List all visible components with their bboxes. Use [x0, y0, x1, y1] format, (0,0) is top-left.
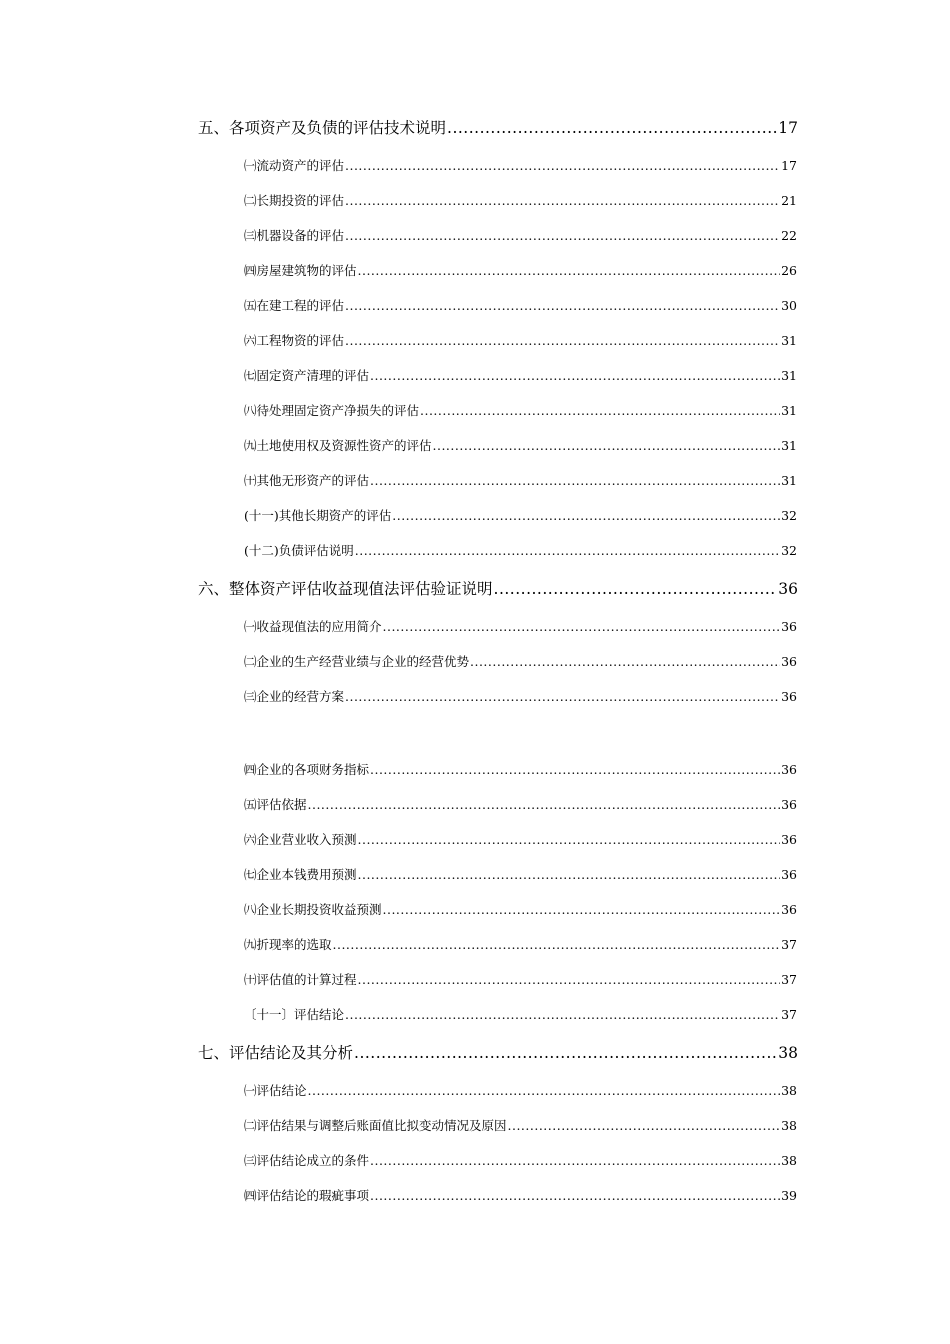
toc-entry[interactable]	[244, 830, 797, 848]
toc-entry[interactable]	[244, 506, 797, 524]
toc-entry-label: ㈡评估结果与调整后账面值比拟变动情况及原因	[244, 1118, 507, 1133]
toc-entry-label: ㈢企业的经营方案	[244, 689, 345, 704]
dot-leader	[358, 972, 781, 987]
dot-leader	[345, 1007, 780, 1022]
dot-leader	[370, 473, 780, 488]
toc-entry-label: ㈠评估结论	[244, 1083, 307, 1098]
toc-entry[interactable]	[244, 760, 797, 778]
toc-entry-page: 31	[781, 438, 797, 453]
toc-entry[interactable]	[244, 226, 797, 244]
dot-leader	[345, 298, 780, 313]
toc-section-5[interactable]	[198, 116, 798, 138]
toc-entry-page: 36	[781, 902, 797, 917]
toc-entry-page: 38	[781, 1118, 797, 1133]
toc-entry-label: ㈣评估结论的瑕疵事项	[244, 1188, 370, 1203]
toc-entry-page: 21	[781, 193, 797, 208]
toc-entry[interactable]	[244, 1186, 797, 1204]
dot-leader	[345, 158, 780, 173]
toc-entry-label: ㈤在建工程的评估	[244, 298, 345, 313]
toc-entry-label: ㈣房屋建筑物的评估	[244, 263, 357, 278]
dot-leader	[383, 619, 781, 634]
dot-leader	[333, 937, 781, 952]
toc-entry-label: 〔十一〕评估结论	[244, 1007, 345, 1022]
toc-entry-page: 37	[781, 972, 797, 987]
toc-entry-page: 31	[781, 333, 797, 348]
toc-entry-label: ㈡长期投资的评估	[244, 193, 345, 208]
toc-entry-page: 38	[781, 1083, 797, 1098]
toc-entry-page: 17	[781, 158, 797, 173]
toc-entry-label: ㈢评估结论成立的条件	[244, 1153, 370, 1168]
toc-entry[interactable]	[244, 1005, 797, 1023]
toc-entry-page: 17	[778, 119, 798, 137]
toc-entry[interactable]	[244, 296, 797, 314]
toc-entry[interactable]	[244, 1151, 797, 1169]
toc-entry-label: ㈧企业长期投资收益预测	[244, 902, 382, 917]
toc-entry-label: ㈤评估依据	[244, 797, 307, 812]
toc-entry[interactable]	[244, 617, 797, 635]
dot-leader	[392, 508, 780, 523]
toc-entry-page: 38	[778, 1044, 798, 1062]
toc-entry-page: 36	[781, 832, 797, 847]
dot-leader	[345, 333, 780, 348]
toc-entry[interactable]	[244, 935, 797, 953]
toc-entry-page: 32	[781, 543, 797, 558]
toc-entry-page: 37	[781, 1007, 797, 1022]
toc-section-7[interactable]	[198, 1041, 798, 1063]
toc-entry-page: 31	[781, 368, 797, 383]
toc-section-6[interactable]	[198, 577, 798, 599]
toc-entry[interactable]	[244, 471, 797, 489]
toc-entry[interactable]	[244, 1081, 797, 1099]
toc-entry-label: ㈩评估值的计算过程	[244, 972, 357, 987]
toc-entry-page: 22	[781, 228, 797, 243]
dot-leader	[354, 1044, 777, 1062]
toc-entry-page: 30	[781, 298, 797, 313]
toc-entry[interactable]	[244, 261, 797, 279]
toc-entry-label: (十一)其他长期资产的评估	[244, 508, 392, 523]
toc-entry-label: ㈡企业的生产经营业绩与企业的经营优势	[244, 654, 470, 669]
dot-leader	[370, 762, 780, 777]
toc-entry[interactable]	[244, 191, 797, 209]
dot-leader	[420, 403, 780, 418]
toc-entry[interactable]	[244, 970, 797, 988]
toc-entry-label: 六、整体资产评估收益现值法评估验证说明	[198, 580, 493, 598]
toc-entry[interactable]	[244, 652, 797, 670]
toc-entry-page: 36	[781, 797, 797, 812]
toc-entry-label: ㈩其他无形资产的评估	[244, 473, 370, 488]
toc-entry[interactable]	[244, 436, 797, 454]
toc-entry[interactable]	[244, 331, 797, 349]
toc-entry-page: 31	[781, 473, 797, 488]
toc-entry-page: 36	[781, 689, 797, 704]
dot-leader	[308, 1083, 781, 1098]
dot-leader	[345, 193, 780, 208]
toc-entry-label: ㈥工程物资的评估	[244, 333, 345, 348]
toc-entry-page: 36	[778, 580, 798, 598]
toc-entry[interactable]	[244, 795, 797, 813]
toc-entry-label: ㈢机器设备的评估	[244, 228, 345, 243]
toc-entry-label: ㈦企业本钱费用预测	[244, 867, 357, 882]
dot-leader	[447, 119, 777, 137]
toc-entry-page: 36	[781, 867, 797, 882]
dot-leader	[355, 543, 780, 558]
dot-leader	[345, 689, 780, 704]
toc-entry-page: 39	[781, 1188, 797, 1203]
dot-leader	[370, 1188, 780, 1203]
toc-entry-label: 五、各项资产及负债的评估技术说明	[198, 119, 447, 137]
toc-entry-page: 36	[781, 654, 797, 669]
toc-entry-label: ㈠流动资产的评估	[244, 158, 345, 173]
dot-leader	[345, 228, 780, 243]
dot-leader	[370, 368, 780, 383]
dot-leader	[470, 654, 780, 669]
toc-entry-page: 32	[781, 508, 797, 523]
toc-entry-page: 38	[781, 1153, 797, 1168]
toc-entry[interactable]	[244, 156, 797, 174]
dot-leader	[370, 1153, 780, 1168]
toc-entry-label: ㈧待处理固定资产净损失的评估	[244, 403, 420, 418]
toc-entry-label: ㈣企业的各项财务指标	[244, 762, 370, 777]
toc-entry[interactable]	[244, 541, 797, 559]
toc-entry-label: ㈠收益现值法的应用简介	[244, 619, 382, 634]
toc-entry-label: 七、评估结论及其分析	[198, 1044, 354, 1062]
toc-entry[interactable]	[244, 687, 797, 705]
toc-entry-page: 26	[781, 263, 797, 278]
toc-entry-page: 36	[781, 762, 797, 777]
toc-entry-label: ㈨土地使用权及资源性资产的评估	[244, 438, 432, 453]
dot-leader	[358, 832, 781, 847]
dot-leader	[308, 797, 781, 812]
toc-entry-page: 31	[781, 403, 797, 418]
toc-entry-page: 37	[781, 937, 797, 952]
toc-entry[interactable]	[244, 1116, 797, 1134]
toc-entry-page: 36	[781, 619, 797, 634]
toc-entry[interactable]	[244, 900, 797, 918]
toc-entry[interactable]	[244, 366, 797, 384]
dot-leader	[494, 580, 778, 598]
toc-entry-label: ㈦固定资产清理的评估	[244, 368, 370, 383]
toc-entry-label: (十二)负债评估说明	[244, 543, 354, 558]
toc-entry-label: ㈨折现率的选取	[244, 937, 332, 952]
toc-entry[interactable]	[244, 401, 797, 419]
dot-leader	[358, 867, 781, 882]
dot-leader	[433, 438, 781, 453]
dot-leader	[508, 1118, 781, 1133]
toc-entry-label: ㈥企业营业收入预测	[244, 832, 357, 847]
dot-leader	[358, 263, 781, 278]
toc-entry[interactable]	[244, 865, 797, 883]
dot-leader	[383, 902, 781, 917]
